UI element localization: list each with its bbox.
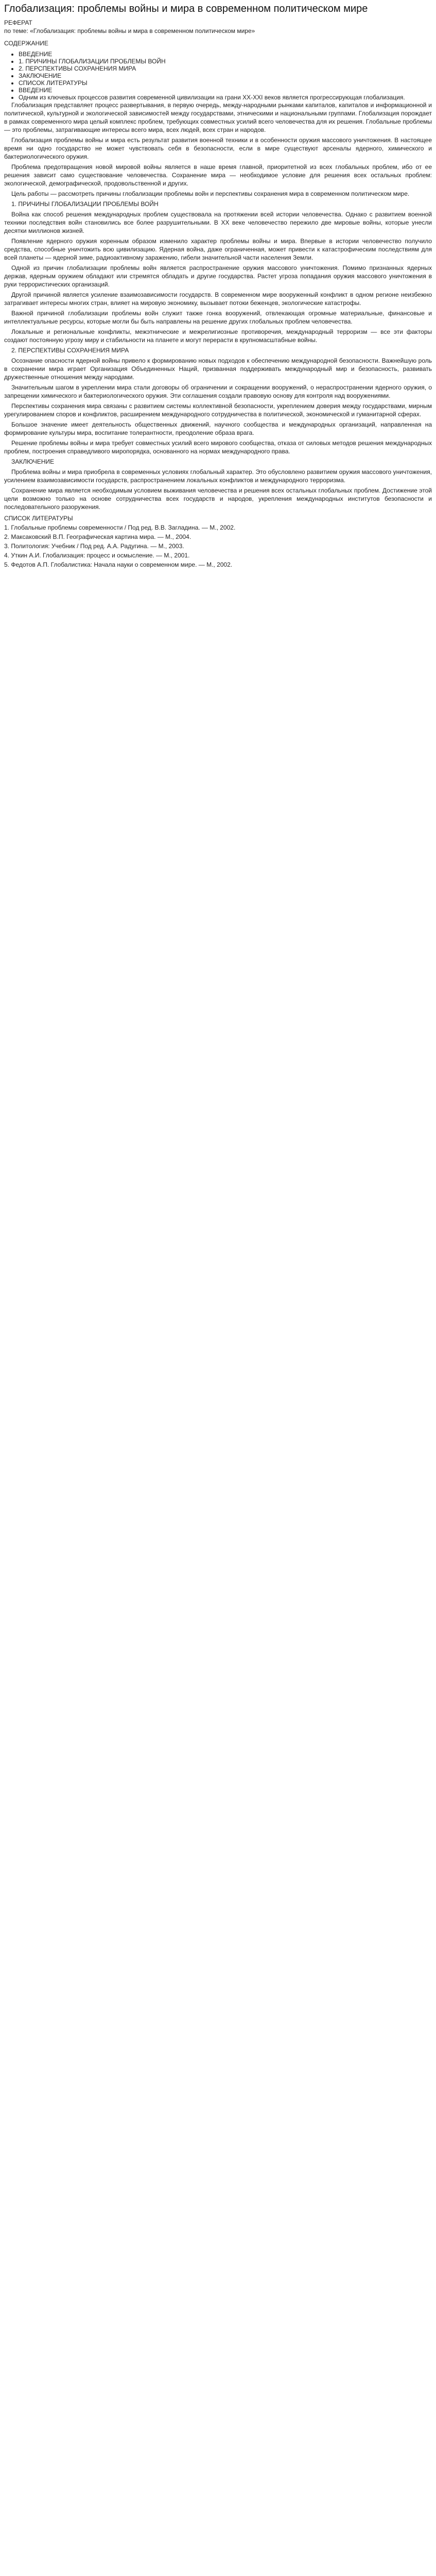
section-heading: 2. ПЕРСПЕКТИВЫ СОХРАНЕНИЯ МИРА <box>11 347 129 354</box>
paragraph: Важной причиной глобализации проблемы войн служит также гонка вооружений, отвлекающая огромные материальные, финансовые и интеллектуальные ресурсы, которые могли бы быть направлены на решение других глобальных проблем человечества. <box>4 310 432 325</box>
paragraph: Появление ядерного оружия коренным образом изменило характер проблемы войны и мира. Впервые в истории человечество получило средства, способные уничтожить всю цивилизацию. Ядерная война, даже ограниченная, может привести к катастрофическим последствиям для всей планеты — ядерной зиме, радиоактивному заражению, гибели значительной части населения Земли. <box>4 238 432 261</box>
reference-item: 2. Максаковский В.П. Географическая картина мира. — М., 2004. <box>4 533 191 540</box>
paragraph: Осознание опасности ядерной войны привело к формированию новых подходов к обеспечению международной безопасности. Важнейшую роль в сохранении мира играет Организация Объединенных Наций, призванная поддерживать международный мир и безопасность, развивать дружественные отношения между народами. <box>4 357 432 381</box>
reference-item: 5. Федотов А.П. Глобалистика: Начала науки о современном мире. — М., 2002. <box>4 561 233 568</box>
paragraph: Глобализация проблемы войны и мира есть результат развития военной техники и в особенности оружия массового уничтожения. В настоящее время ни одно государство не может чувствовать себя в безопасности, если в мире существуют арсеналы ядерного, химического и бактериологического оружия. <box>4 137 432 160</box>
paragraph: Цель работы — рассмотреть причины глобализации проблемы войн и перспективы сохранения мира в современном политическом мире. <box>11 190 410 197</box>
toc-item: • ЗАКЛЮЧЕНИЕ <box>19 72 432 79</box>
paragraph: Локальные и региональные конфликты, межэтнические и межрелигиозные противоречия, международный терроризм — все эти факторы создают постоянную угрозу миру и стабильности на планете и могут перерасти в крупномасштабные войны. <box>4 328 432 344</box>
paragraph: Перспективы сохранения мира связаны с развитием системы коллективной безопасности, укреплением доверия между государствами, мирным урегулированием споров и конфликтов, расширением международного сотрудничества в политической, экономической и гуманитарной сферах. <box>4 402 432 418</box>
toc-title: СОДЕРЖАНИЕ <box>4 40 48 47</box>
paragraph: Проблема войны и мира приобрела в современных условиях глобальный характер. Это обусловлено развитием оружия массового уничтожения, усилением взаимозависимости государств, распространением локальных конфликтов и международного терроризма. <box>4 468 432 484</box>
reference-item: 4. Уткин А.И. Глобализация: процесс и осмысление. — М., 2001. <box>4 552 190 559</box>
toc-item: • ВВЕДЕНИЕ <box>19 87 432 94</box>
document-type-label: РЕФЕРАТ <box>4 19 32 26</box>
section-heading: 1. ПРИЧИНЫ ГЛОБАЛИЗАЦИИ ПРОБЛЕМЫ ВОЙН <box>11 200 159 208</box>
toc-item: • СПИСОК ЛИТЕРАТУРЫ <box>19 79 432 87</box>
toc-item: • 2. ПЕРСПЕКТИВЫ СОХРАНЕНИЯ МИРА <box>19 65 432 72</box>
paragraph: Другой причиной является усиление взаимозависимости государств. В современном мире вооруженный конфликт в одном регионе неизбежно затрагивает интересы многих стран, влияет на мировую экономику, вызывает потоки беженцев, экологические катастрофы. <box>4 291 432 307</box>
references-title: СПИСОК ЛИТЕРАТУРЫ <box>4 515 73 522</box>
references-list <box>4 523 432 569</box>
toc-item: • 1. ПРИЧИНЫ ГЛОБАЛИЗАЦИИ ПРОБЛЕМЫ ВОЙН <box>19 58 432 65</box>
paragraph: Значительным шагом в укреплении мира стали договоры об ограничении и сокращении вооружений, о нераспространении ядерного оружия, о запрещении химического и бактериологического оружия. Эти соглашения создали правовую основу для контроля над вооружениями. <box>4 384 432 399</box>
section-heading: ЗАКЛЮЧЕНИЕ <box>11 458 55 465</box>
reference-item: 3. Политология: Учебник / Под ред. А.А. Радугина. — М., 2003. <box>4 543 184 550</box>
paragraph: Сохранение мира является необходимым условием выживания человечества и решения всех остальных глобальных проблем. Достижение этой цели возможно только на основе сотрудничества всех государств и народов, укрепления международных институтов безопасности и последовательного разоружения. <box>4 487 432 511</box>
paragraph: Решение проблемы войны и мира требует совместных усилий всего мирового сообщества, отказа от силовых методов решения международных проблем, построения справедливого миропорядка, основанного на нормах международного права. <box>4 439 432 455</box>
introduction-body <box>4 101 432 198</box>
page-title: Глобализация: проблемы войны и мира в современном политическом мире <box>4 3 368 14</box>
table-of-contents <box>12 50 432 101</box>
paragraph: Большое значение имеет деятельность общественных движений, научного сообщества и международных организаций, направленная на формирование культуры мира, воспитание толерантности, преодоление образа врага. <box>4 421 432 436</box>
document <box>0 0 436 569</box>
paragraph: Одной из причин глобализации проблемы войн является распространение оружия массового уничтожения. Помимо признанных ядерных держав, ядерным оружием обладают или стремятся обладать и другие государства. Растет угроза попадания оружия массового уничтожения в руки террористических организаций. <box>4 264 432 288</box>
paragraph: Глобализация представляет процесс развертывания, в первую очередь, между-народными рынками капиталов, капиталов и информационной и политической, культурной и экологической зависимостей между государствами, этническими и национальными группами. Глобализация порождает в рамках современного мира целый комплекс проблем, требующих совместных усилий всего человечества для их решения. Глобальные проблемы — это проблемы, затрагивающие интересы всего мира, всех людей, всех стран и народов. <box>4 101 432 133</box>
reference-item: 1. Глобальные проблемы современности / Под ред. В.В. Загладина. — М., 2002. <box>4 524 236 531</box>
paragraph: Война как способ решения международных проблем существовала на протяжении всей истории человечества. Однако с развитием военной техники последствия войн становились все более разрушительными. В XX веке человечество пережило две мировые войны, которые унесли десятки миллионов жизней. <box>4 211 432 234</box>
document-topic: по теме: «Глобализация: проблемы войны и мира в современном политическом мире» <box>4 27 255 35</box>
document-sections <box>4 200 432 511</box>
toc-item: • Одним из ключевых процессов развития современной цивилизации на грани XX-XXI веков является прогрессирующая глобализация. <box>19 94 432 101</box>
toc-item: • ВВЕДЕНИЕ <box>19 50 432 58</box>
paragraph: Проблема предотвращения новой мировой войны является в наше время главной, приоритетной из всех глобальных проблем, ибо от ее решения зависит само существование человечества. Сохранение мира — необходимое условие для решения всех остальных проблем: экологической, демографической, продовольственной и других. <box>4 163 432 187</box>
